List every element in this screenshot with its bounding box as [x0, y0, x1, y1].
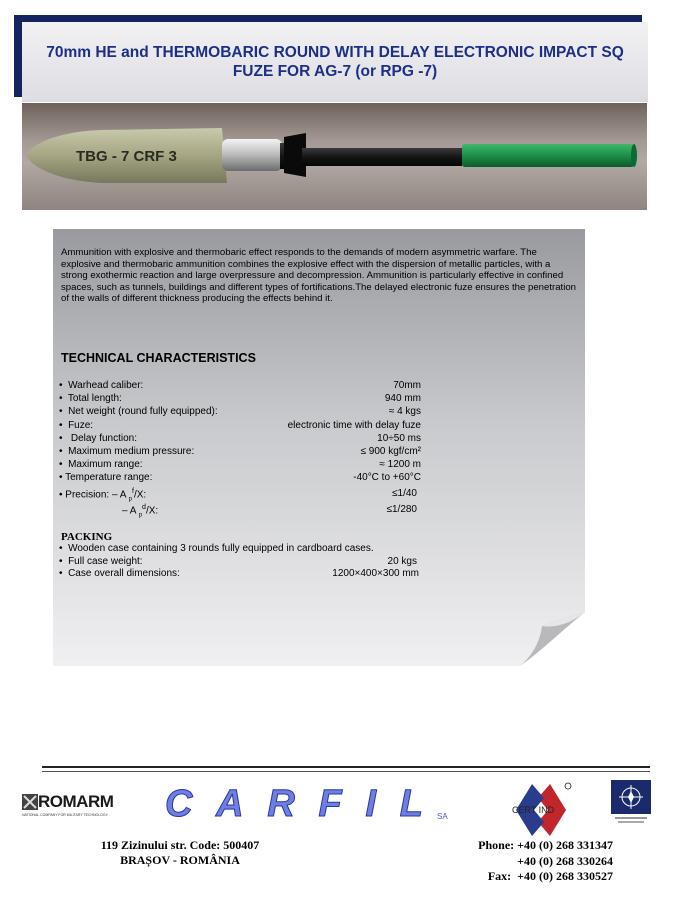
intro-paragraph: Ammunition with explosive and thermobaric effect responds to the demands of modern asymmetric warfare. The explosive and thermobaric ammunition combines the explosive effect with the dispersion of metallic particles, with a strong exothermic reaction and large overpressure and decompression. Ammunition is particularly effective in confined spaces, such as tunnels, buildings and different types of fortifications.The delayed electronic fuze ensures the penetration of the walls of different thickness producing the effects behind it.	[61, 247, 576, 305]
spec-row	[59, 459, 439, 472]
footer-rule	[42, 766, 650, 768]
bullet: •	[59, 472, 63, 484]
spec-label-length: Total length:	[67, 393, 122, 405]
bullet: •	[59, 445, 63, 457]
bullet: •	[59, 393, 63, 405]
pack-row	[59, 543, 439, 556]
bullet: •	[59, 488, 63, 500]
spec-row	[59, 446, 439, 459]
phone-line-1: Phone: +40 (0) 268 331347	[478, 838, 613, 852]
technical-heading: TECHNICAL CHARACTERISTICS	[61, 351, 256, 365]
spec-row	[59, 433, 439, 446]
pack-value-weight: 20 kgs	[387, 555, 417, 567]
spec-value-temperature: -40°C to +60°C	[353, 472, 421, 484]
pack-label-dimensions: Case overall dimensions:	[68, 568, 180, 580]
romarm-emblem-icon	[22, 794, 38, 810]
carfil-wordmark: CARFIL	[165, 786, 433, 822]
certind-logo	[508, 780, 574, 838]
rocket-tube-black	[302, 148, 462, 166]
bullet: •	[59, 432, 63, 444]
spec-row	[59, 380, 439, 393]
bullet: •	[59, 406, 63, 418]
pack-value-dimensions: 1200×400×300 mm	[332, 568, 419, 580]
spec-row	[59, 393, 439, 406]
precision-value-d: ≤1/280	[386, 503, 417, 515]
spec-label-pressure: Maximum medium pressure:	[68, 445, 195, 457]
carfil-sa: SA	[437, 812, 448, 821]
packing-heading: PACKING	[61, 531, 113, 543]
romarm-tagline: NATIONAL COMPANY FOR MILITARY TECHNOLOGY	[22, 813, 108, 817]
spec-value-fuze: electronic time with delay fuze	[287, 419, 421, 431]
nato-badge	[611, 780, 651, 828]
precision-label-d: – A	[122, 504, 139, 516]
certind-text: CERT IND	[512, 805, 555, 815]
spec-label-caliber: Warhead caliber:	[68, 380, 144, 391]
spec-label-temperature: Temperature range:	[65, 472, 153, 484]
spec-label-range: Maximum range:	[68, 459, 143, 471]
bullet: •	[59, 380, 63, 391]
fax-line: Fax: +40 (0) 268 330527	[487, 869, 613, 883]
spec-value-caliber: 70mm	[393, 380, 421, 391]
address-line-1: 119 Zizinului str. Code: 500407	[100, 838, 260, 852]
phone-number-2: +40 (0) 268 330264	[517, 853, 613, 868]
spec-label-weight: Net weight (round fully equipped):	[68, 406, 218, 418]
spec-label-fuze: Fuze:	[68, 419, 94, 431]
romarm-wordmark: ROMARM	[38, 792, 114, 811]
spec-row	[59, 420, 439, 433]
technical-specs-list	[59, 380, 439, 518]
warhead-marking: TBG - 7 CRF 3	[76, 148, 177, 165]
company-address	[80, 838, 280, 868]
header-banner	[22, 22, 648, 102]
spec-row	[59, 472, 439, 485]
spec-row-precision-d: – A $_p^d$/X: ≤1/280	[122, 503, 417, 518]
carfil-logo	[165, 786, 455, 822]
grenade-illustration	[22, 103, 647, 210]
romarm-logo	[22, 792, 113, 817]
bullet: •	[59, 555, 63, 567]
rocket-tube-green	[462, 144, 634, 167]
footer-rule-thin	[42, 771, 650, 772]
pack-label-weight: Full case weight:	[68, 555, 143, 567]
pack-row	[59, 568, 439, 581]
phone-line-2	[430, 854, 613, 870]
bullet: •	[59, 568, 63, 580]
precision-label: Precision: – A	[65, 488, 129, 500]
pack-row	[59, 556, 439, 569]
spec-value-delay: 10÷50 ms	[377, 432, 421, 444]
bullet: •	[59, 543, 63, 554]
packing-list	[59, 543, 439, 581]
spec-value-length: 940 mm	[384, 393, 421, 405]
address-line-2: BRAȘOV - ROMÂNIA	[120, 853, 240, 867]
contact-block	[430, 838, 613, 885]
precision-value-f: ≤1/40	[392, 487, 417, 499]
product-photo	[22, 103, 647, 210]
page-curl-decoration	[520, 612, 585, 666]
spec-row	[59, 406, 439, 419]
spec-label-delay: Delay function:	[70, 432, 138, 444]
spec-value-range: ≈ 1200 m	[379, 459, 421, 471]
spec-row-precision-f: • Precision: – A $_p^f$/X: ≤1/40	[59, 487, 417, 502]
pack-label-case: Wooden case containing 3 rounds fully equipped in cardboard cases.	[68, 543, 374, 554]
spec-value-weight: ≈ 4 kgs	[388, 406, 421, 418]
phone-number-1: +40 (0) 268 331347	[517, 838, 613, 852]
bullet: •	[59, 459, 63, 471]
bullet: •	[59, 419, 63, 431]
metal-ring	[222, 139, 282, 171]
page-title: 70mm HE and THERMOBARIC ROUND WITH DELAY ELECTRONIC IMPACT SQ FUZE FOR AG-7 (or RPG -7)	[46, 44, 624, 80]
fax-number: +40 (0) 268 330527	[517, 869, 613, 883]
spec-value-pressure: ≤ 900 kgf/cm²	[360, 445, 421, 457]
